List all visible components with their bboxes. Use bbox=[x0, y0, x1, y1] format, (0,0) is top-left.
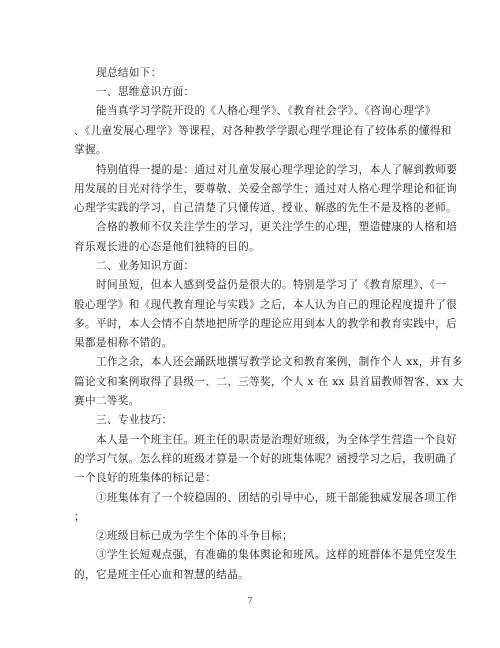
section-heading: 二、业务知识方面： bbox=[96, 260, 195, 272]
text-line: 合格的教师不仅关注学生的学习，更关注学生的心理，塑造健康的人格和培 bbox=[96, 221, 458, 233]
text-line: ； bbox=[74, 511, 85, 523]
section-heading: 一、思维意识方面： bbox=[96, 86, 195, 98]
text-line: 能当真学习学院开设的《人格心理学》、《教育社会学》、《咨询心理学》 bbox=[96, 105, 436, 117]
text-line: 现总结如下： bbox=[96, 67, 162, 79]
text-line: 时间虽短，但本人感到受益仍是很大的。特别是学习了《教育原理》、《一 bbox=[96, 279, 447, 291]
text-line: 多。平时，本人会情不自禁地把所学的理论应用到本人的教学和教育实践中，后 bbox=[74, 318, 458, 330]
text-line: 赛中二等奖。 bbox=[74, 395, 140, 407]
text-line: 工作之余，本人还会踊跃地撰写教学论文和教育案例，制作个人 xx，并有多 bbox=[96, 356, 463, 368]
text-line: 的，它是班主任心血和智慧的结晶。 bbox=[74, 569, 250, 581]
text-line: 的学习气氛。怎么样的班级才算是一个好的班集体呢？函授学习之后，我明确了 bbox=[74, 453, 458, 465]
text-line: 篇论文和案例取得了县级一、二、三等奖，个人 x 在 xx 县首届教师智客、xx 大 bbox=[74, 376, 464, 388]
text-line: 用发展的目光对待学生，要尊敬、关爱全部学生；通过对人格心理学理论和征询 bbox=[74, 183, 458, 195]
list-item: ②班级目标已成为学生个体的斗争目标； bbox=[96, 530, 293, 542]
page-number: 7 bbox=[247, 596, 253, 605]
text-line: 般心理学》和《现代教育理论与实践》之后，本人认为自己的理论程度提升了很 bbox=[74, 299, 458, 311]
text-line: 心理学实践的学习，自己清楚了只懂传道、授业、解惑的先生不是及格的老师。 bbox=[74, 202, 458, 214]
text-line: 育乐观长进的心态是他们独特的目的。 bbox=[74, 241, 261, 253]
text-line: 特别值得一提的是：通过对儿童发展心理学理论的学习，本人了解到教师要 bbox=[96, 164, 458, 176]
text-line: 一个良好的班集体的标记是： bbox=[74, 472, 217, 484]
section-heading: 三、专业技巧： bbox=[96, 414, 173, 426]
text-line: 、《儿童发展心理学》等课程，对各种教学学跟心理学理论有了较体系的懂得和 bbox=[74, 125, 452, 137]
text-line: 掌握。 bbox=[74, 144, 107, 156]
text-line: 果都是相称不错的。 bbox=[74, 337, 173, 349]
list-item: ③学生长短观点强，有准确的集体舆论和班风。这样的班群体不是凭空发生 bbox=[96, 549, 458, 561]
text-line: 本人是一个班主任。班主任的职责是治理好班级，为全体学生营造一个良好 bbox=[96, 434, 458, 446]
list-item: ①班集体有了一个较稳固的、团结的引导中心，班干部能独威发展各项工作 bbox=[96, 492, 458, 504]
